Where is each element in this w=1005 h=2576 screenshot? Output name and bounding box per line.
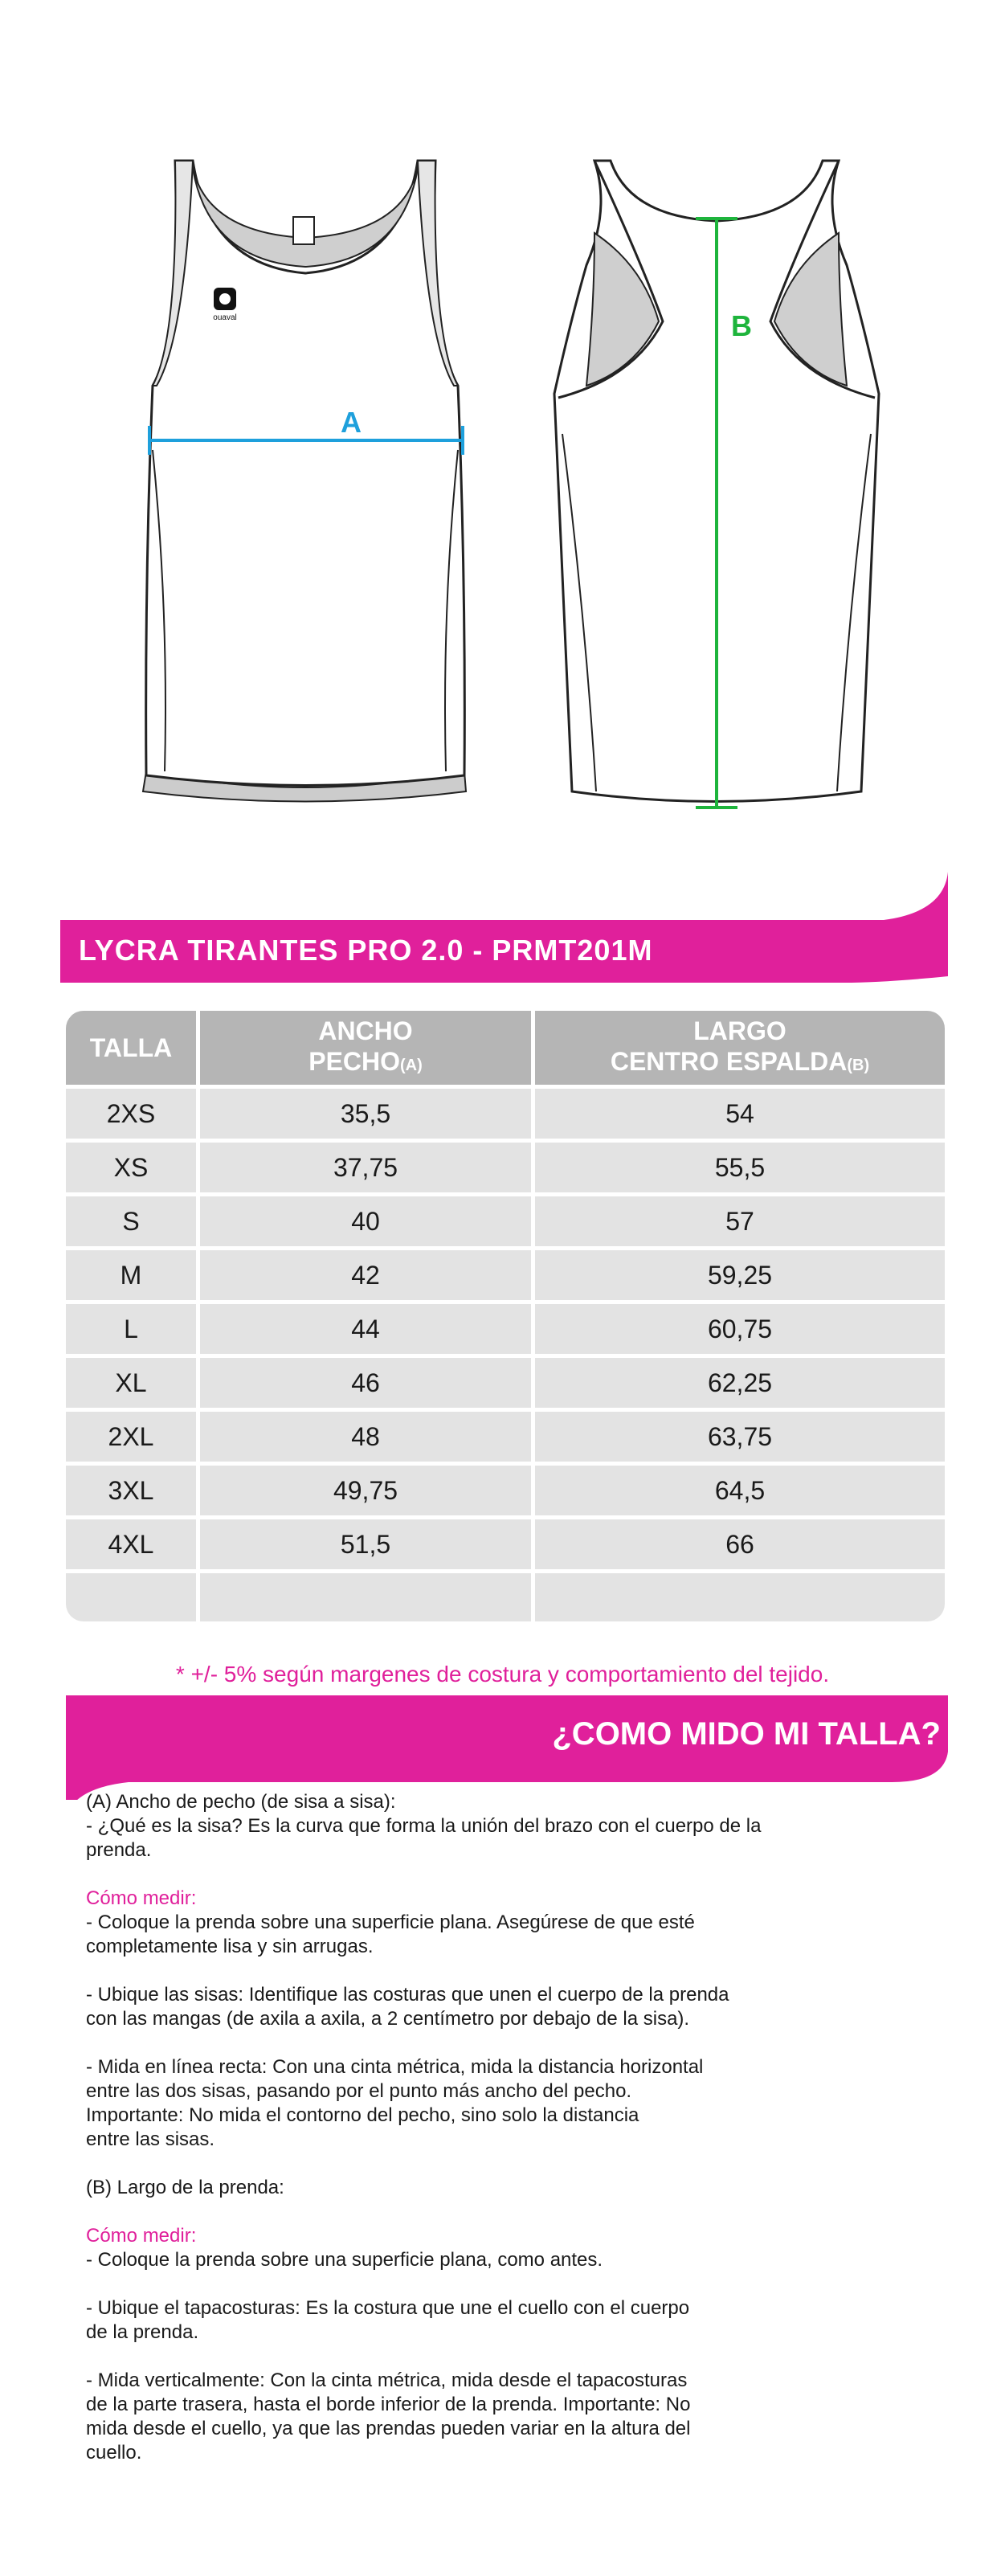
cell-ancho: 44 <box>200 1304 535 1358</box>
table-row <box>66 1519 945 1573</box>
cell-ancho: 48 <box>200 1412 535 1466</box>
cell-largo: 66 <box>535 1519 945 1573</box>
section-b-step2: - Ubique el tapacosturas: Es la costura que une el cuello con el cuerpo de la prenda. <box>86 2297 690 2343</box>
product-title: LYCRA TIRANTES PRO 2.0 - PRMT201M <box>79 934 653 967</box>
table-row <box>66 1196 945 1250</box>
cell-size: M <box>66 1250 200 1304</box>
cell-size: XS <box>66 1143 200 1196</box>
cell-size <box>66 1573 200 1621</box>
table-row <box>66 1466 945 1519</box>
table-row-empty <box>66 1573 945 1621</box>
header-ancho-pecho: ANCHO PECHO(A) <box>200 1011 535 1089</box>
table-row <box>66 1358 945 1412</box>
cell-ancho: 37,75 <box>200 1143 535 1196</box>
cell-ancho: 35,5 <box>200 1089 535 1143</box>
cell-largo <box>535 1573 945 1621</box>
garment-illustration <box>0 0 1005 868</box>
size-table <box>66 1011 945 1621</box>
section-b-intro: (B) Largo de la prenda: <box>86 2177 284 2198</box>
cell-ancho: 46 <box>200 1358 535 1412</box>
how-to-measure-title: ¿COMO MIDO MI TALLA? <box>552 1716 941 1752</box>
section-a-step2: - Ubique las sisas: Identifique las costuras que unen el cuerpo de la prenda con las mangas (de axila a axila, a 2 centímetro por debajo de la sisa). <box>86 1984 729 2030</box>
measure-a-label: A <box>341 406 362 439</box>
brand-logo-text: ouaval <box>213 313 237 322</box>
cell-size: 3XL <box>66 1466 200 1519</box>
cell-largo: 57 <box>535 1196 945 1250</box>
cell-size: 2XS <box>66 1089 200 1143</box>
section-b-step3: - Mida verticalmente: Con la cinta métrica, mida desde el tapacosturas de la parte trasera, hasta el borde inferior de la prenda. Importante: No mida desde el cuello, ya que las prendas pueden variar en la altura del cuello. <box>86 2370 691 2464</box>
header-largo-centro-espalda: LARGO CENTRO ESPALDA(B) <box>535 1011 945 1089</box>
table-row <box>66 1304 945 1358</box>
header-talla: TALLA <box>66 1011 200 1089</box>
product-banner <box>0 872 1005 992</box>
back-view <box>554 161 879 808</box>
section-a-step3: - Mida en línea recta: Con una cinta métrica, mida la distancia horizontal entre las dos sisas, pasando por el punto más ancho del pecho. Importante: No mida el contorno del pecho, sino solo la distancia entre las sisas. <box>86 2056 704 2150</box>
cell-largo: 55,5 <box>535 1143 945 1196</box>
cell-ancho: 42 <box>200 1250 535 1304</box>
cell-size: S <box>66 1196 200 1250</box>
cell-ancho: 49,75 <box>200 1466 535 1519</box>
measurement-instructions <box>86 1790 777 2489</box>
cell-largo: 64,5 <box>535 1466 945 1519</box>
cell-ancho: 51,5 <box>200 1519 535 1573</box>
table-row <box>66 1250 945 1304</box>
cell-ancho: 40 <box>200 1196 535 1250</box>
cell-largo: 59,25 <box>535 1250 945 1304</box>
neck-label <box>293 217 314 244</box>
cell-largo: 63,75 <box>535 1412 945 1466</box>
cell-size: L <box>66 1304 200 1358</box>
como-medir-label: Cómo medir: <box>86 2225 197 2247</box>
brand-logo <box>213 288 236 322</box>
cell-size: XL <box>66 1358 200 1412</box>
cell-size: 2XL <box>66 1412 200 1466</box>
cell-largo: 54 <box>535 1089 945 1143</box>
table-row <box>66 1412 945 1466</box>
section-a-step1: Cómo medir: - Coloque la prenda sobre una superficie plana. Asegúrese de que esté completamente lisa y sin arrugas. <box>86 1887 695 1957</box>
cell-largo: 60,75 <box>535 1304 945 1358</box>
section-b-step1: Cómo medir: - Coloque la prenda sobre una superficie plana, como antes. <box>86 2225 603 2271</box>
table-header-row <box>66 1011 945 1089</box>
front-view <box>143 161 466 802</box>
tolerance-note: * +/- 5% según margenes de costura y comportamiento del tejido. <box>175 1662 830 1687</box>
cell-size: 4XL <box>66 1519 200 1573</box>
measure-b-label: B <box>731 309 752 342</box>
cell-ancho <box>200 1573 535 1621</box>
como-medir-label: Cómo medir: <box>86 1887 197 1909</box>
section-a-intro: (A) Ancho de pecho (de sisa a sisa): - ¿Qué es la sisa? Es la curva que forma la unión del brazo con el cuerpo de la prenda. <box>86 1791 762 1861</box>
table-row <box>66 1089 945 1143</box>
cell-largo: 62,25 <box>535 1358 945 1412</box>
table-row <box>66 1143 945 1196</box>
